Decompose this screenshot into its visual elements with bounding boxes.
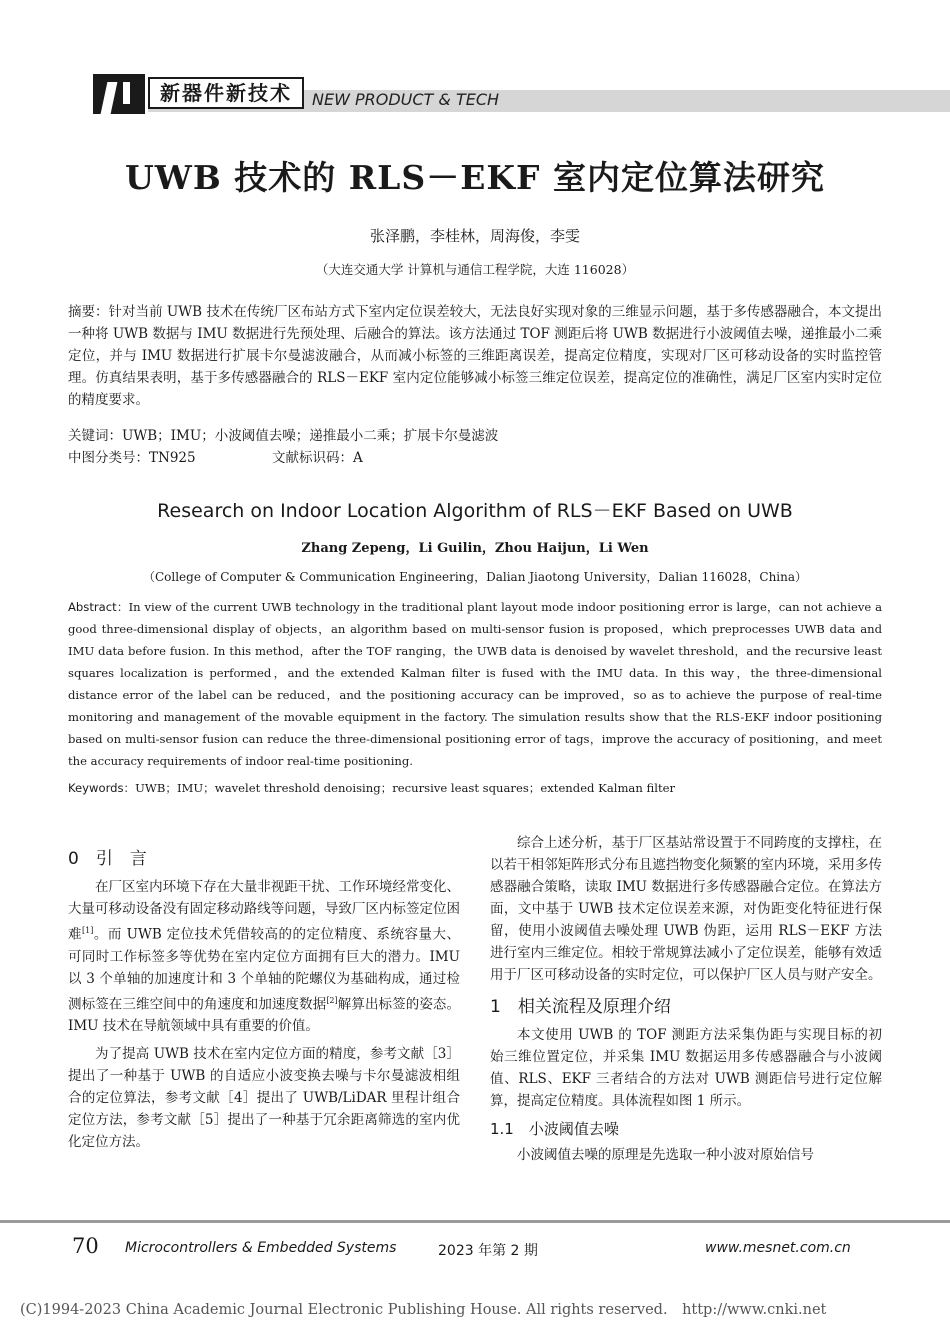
english-affiliation: （College of Computer & Communication Engineering，Dalian Jiaotong University，Dalian 116028，China） <box>142 570 808 584</box>
intro-paragraph-3: 综合上述分析，基于厂区基站常设置于不同跨度的支撑柱，在以若干相邻矩阵形式分布且遮挡物变化频繁的室内环境，采用多传感器融合策略，读取 IMU 数据进行多传感器融合定位。在算法方面，文中基于 UWB 技术定位误差来源，对伪距变化特征进行保留，使用小波阈值去噪处理 UWB 伪距，运用 RLS－EKF 方法进行室内三维定位。相较于常规算法减小了定位误差，能够有效适用于厂区可移动设备的实时定位，可以保护厂区人员与财产安全。 <box>490 835 882 983</box>
logo-stroke <box>123 82 130 104</box>
intro-p1-part-a: 在厂区室内环境下存在大量非视距干扰、工作环境经常变化、大量可移动设备没有固定移动路线等问题，导致厂区内标签定位困难 <box>68 879 460 943</box>
keywords-cn-label: 关键词： <box>68 428 122 444</box>
section-1-1-paragraph: 小波阈值去噪的原理是先选取一种小波对原始信号 <box>517 1147 814 1163</box>
keywords-en-text: UWB；IMU；wavelet threshold denoising；recursive least squares；extended Kalman filter <box>135 781 676 795</box>
doc-value: A <box>353 450 363 466</box>
keywords-en-label: Keywords： <box>68 781 136 795</box>
abstract-cn <box>68 301 882 411</box>
left-column <box>68 848 460 1153</box>
affiliation: （大连交通大学 计算机与通信工程学院，大连 116028） <box>315 262 635 277</box>
journal-website: www.mesnet.com.cn <box>705 1240 851 1256</box>
keywords-en <box>68 780 882 796</box>
section-tag-cn: 新器件新技术 <box>148 77 304 109</box>
journal-name: Microcontrollers & Embedded Systems <box>125 1240 397 1256</box>
authors: 张泽鹏，李桂林，周海俊，李雯 <box>369 227 580 245</box>
keywords-cn-text: UWB；IMU；小波阈值去噪；递推最小二乘；扩展卡尔曼滤波 <box>122 428 499 444</box>
abstract-en <box>68 596 882 772</box>
section-tag-en: NEW PRODUCT & TECH <box>312 90 500 109</box>
english-title: Research on Indoor Location Algorithm of RLS－EKF Based on UWB <box>157 500 793 522</box>
doc-code <box>272 446 363 466</box>
keywords-cn <box>68 424 498 444</box>
copyright-notice: (C)1994-2023 China Academic Journal Electronic Publishing House. All rights reserved. http://www.cnki.net <box>20 1302 827 1318</box>
page-number: 70 <box>72 1234 99 1258</box>
intro-paragraph-2: 为了提高 UWB 技术在室内定位方面的精度，参考文献［3］提出了一种基于 UWB 的自适应小波变换去噪与卡尔曼滤波相组合的定位算法，参考文献［4］提出了 UWB/LiDAR 里程计组合定位方法，参考文献［5］提出了一种基于冗余距离筛选的室内优化定位方法。 <box>68 1046 460 1150</box>
journal-issue: 2023 年第 2 期 <box>438 1243 538 1259</box>
section-1-heading: 1 相关流程及原理介绍 <box>490 997 671 1017</box>
classification <box>68 446 196 466</box>
citation-2: [2] <box>326 995 338 1005</box>
footer-rule <box>0 1220 950 1223</box>
intro-p1-part-b: 。而 UWB 定位技术凭借较高的的定位精度、系统容量大、可同时工作标签多等优势在室内定位方面拥有巨大的潜力。IMU 以 3 个单轴的加速度计和 3 个单轴的陀螺仪为基础构成，通过检测标签在三维空间中的角速度和加速度数据 <box>68 926 460 1012</box>
page-title: UWB 技术的 RLS－EKF 室内定位算法研究 <box>125 158 825 197</box>
clc-label: 中图分类号： <box>68 450 149 466</box>
section-0-heading: 0 引 言 <box>68 849 147 869</box>
section-1-paragraph: 本文使用 UWB 的 TOF 测距方法采集伪距与实现目标的初始三维位置定位，并采集 IMU 数据运用多传感器融合与小波阈值、RLS、EKF 三者结合的方法对 UWB 测距信号进行定位解算，提高定位精度。具体流程如图 1 所示。 <box>490 1027 882 1109</box>
right-column <box>490 832 882 1166</box>
section-1-1-heading: 1.1 小波阈值去噪 <box>490 1120 619 1138</box>
abstract-cn-text: 针对当前 UWB 技术在传统厂区布站方式下室内定位误差较大，无法良好实现对象的三维显示问题，基于多传感器融合，本文提出一种将 UWB 数据与 IMU 数据进行先预处理、后融合的算法。该方法通过 TOF 测距后将 UWB 数据进行小波阈值去噪，递推最小二乘定位，并与 IMU 数据进行扩展卡尔曼滤波融合，从而减小标签的三维距离误差，提高定位精度，实现对厂区可移动设备的实时监控管理。仿真结果表明，基于多传感器融合的 RLS－EKF 室内定位能够减小标签三维定位误差，提高定位的准确性，满足厂区室内实时定位的精度要求。 <box>68 304 883 408</box>
doc-label: 文献标识码： <box>272 450 353 466</box>
intro-paragraph-1 <box>68 876 460 1037</box>
clc-value: TN925 <box>149 450 196 466</box>
abstract-en-label: Abstract： <box>68 600 129 614</box>
abstract-cn-label: 摘要： <box>68 304 109 320</box>
intro-p1-part-c: 解算出标签的姿态。IMU 技术在导航领域中具有重要的价值。 <box>68 996 461 1034</box>
english-authors: Zhang Zepeng，Li Guilin，Zhou Haijun，Li Wen <box>301 541 649 556</box>
citation-1: [1] <box>82 926 94 935</box>
abstract-en-text: In view of the current UWB technology in the traditional plant layout mode indoor positioning error is large，can not achieve a good three-dimensional display of objects，an algorithm based on multi-sensor fusion is proposed，which preprocesses UWB data and IMU data before fusion. In this method，after the TOF ranging，the UWB data is denoised by wavelet threshold，and the recursive least squares localization is performed，and the extended Kalman filter is fused with the IMU data. In this way，the three-dimensional distance error of the label can be reduced，and the positioning accuracy can be improved，so as to achieve the purpose of real-time monitoring and management of the movable equipment in the factory. The simulation results show that the RLS-EKF indoor positioning based on multi-sensor fusion can reduce the three-dimensional positioning error of tags，improve the accuracy of positioning，and meet the accuracy requirements of indoor real-time positioning. <box>68 600 882 768</box>
